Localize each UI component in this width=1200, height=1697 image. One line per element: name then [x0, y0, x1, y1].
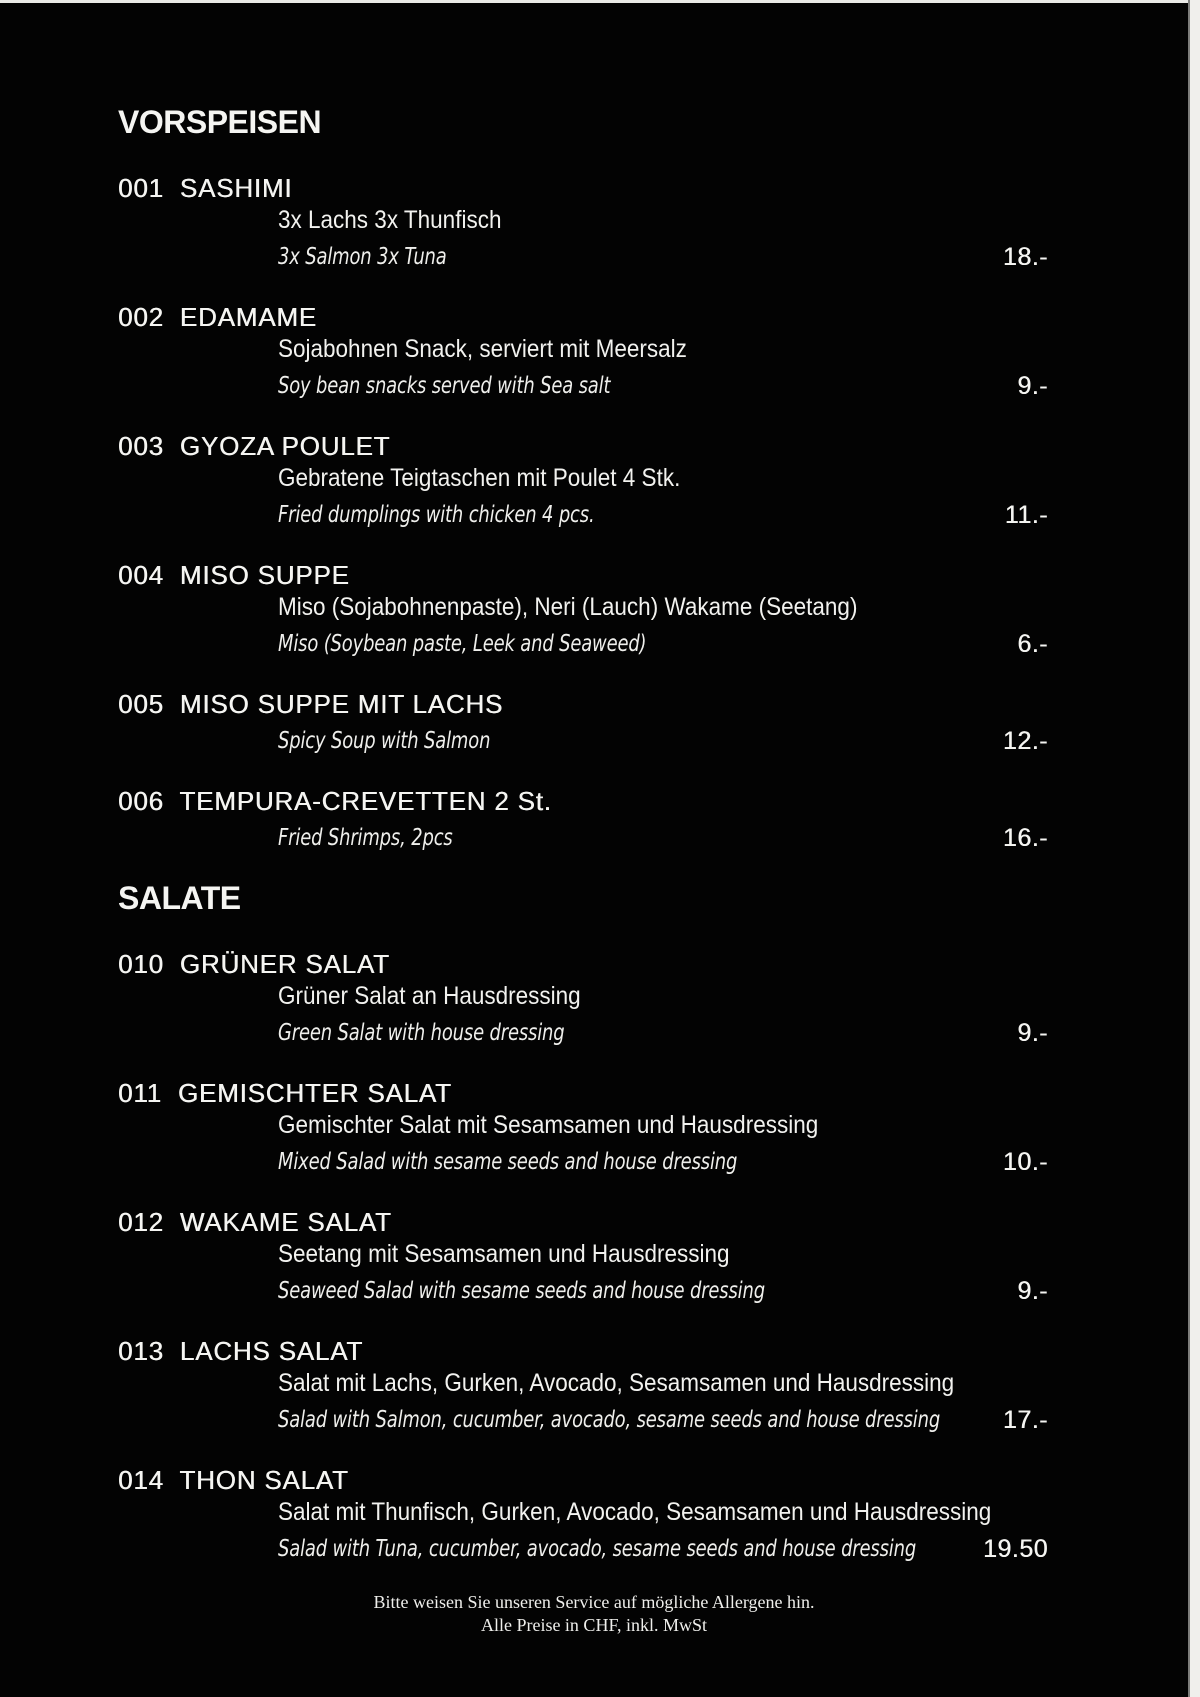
item-number: 004	[118, 560, 164, 590]
section-items	[118, 172, 1048, 857]
item-number: 014	[118, 1465, 164, 1495]
item-name: EDAMAME	[171, 302, 317, 332]
item-number: 005	[118, 689, 164, 719]
item-price: 11.-	[1004, 501, 1048, 529]
item-english-row	[278, 499, 1048, 534]
item-price: 6.-	[1017, 630, 1048, 658]
item-name: MISO SUPPE MIT LACHS	[171, 689, 504, 719]
item-english-row	[278, 241, 1048, 276]
item-header	[118, 688, 1048, 720]
item-description-english: Spicy Soup with Salmon	[278, 728, 491, 754]
item-header	[118, 948, 1048, 980]
item-number: 010	[118, 949, 164, 979]
section-title: SALATE	[118, 880, 241, 916]
item-name: SASHIMI	[171, 173, 293, 203]
item-price: 9.-	[1017, 372, 1048, 400]
item-name: GRÜNER SALAT	[171, 949, 390, 979]
item-description-german: Grüner Salat an Hausdressing	[278, 982, 581, 1010]
item-english-row	[278, 1404, 1048, 1439]
menu-item	[118, 948, 1048, 1052]
menu-item	[118, 172, 1048, 276]
item-name: TEMPURA-CREVETTEN 2 St.	[171, 786, 552, 816]
item-number: 012	[118, 1207, 164, 1237]
footer-allergen-note: Bitte weisen Sie unseren Service auf mögliche Allergene hin.	[373, 1592, 815, 1612]
item-english-row	[278, 725, 1048, 760]
item-english-row	[278, 1146, 1048, 1181]
item-price: 12.-	[1002, 727, 1048, 755]
item-english-row	[278, 1533, 1048, 1568]
item-name: WAKAME SALAT	[171, 1207, 392, 1237]
item-header	[118, 1464, 1048, 1496]
menu-content	[118, 106, 1048, 1593]
menu-item	[118, 559, 1048, 663]
item-header	[118, 1335, 1048, 1367]
item-description-german: Salat mit Thunfisch, Gurken, Avocado, Sesamsamen und Hausdressing	[278, 1498, 992, 1526]
item-name: GYOZA POULET	[171, 431, 391, 461]
item-price: 19.50	[982, 1535, 1048, 1563]
item-number: 001	[118, 173, 164, 203]
menu-section	[118, 882, 1048, 1568]
item-english-row	[278, 1017, 1048, 1052]
section-items	[118, 948, 1048, 1568]
item-description-german: Gebratene Teigtaschen mit Poulet 4 Stk.	[278, 464, 681, 492]
item-description-german: Salat mit Lachs, Gurken, Avocado, Sesamsamen und Hausdressing	[278, 1369, 955, 1397]
menu-item	[118, 688, 1048, 760]
menu-section	[118, 106, 1048, 857]
menu-item	[118, 785, 1048, 857]
menu-item	[118, 1464, 1048, 1568]
item-header	[118, 430, 1048, 462]
item-number: 006	[118, 786, 164, 816]
item-name: THON SALAT	[171, 1465, 349, 1495]
item-price: 10.-	[1002, 1148, 1048, 1176]
item-price: 18.-	[1002, 243, 1048, 271]
item-number: 011	[118, 1078, 162, 1108]
item-header	[118, 172, 1048, 204]
footer-price-note: Alle Preise in CHF, inkl. MwSt	[480, 1615, 708, 1635]
item-header	[118, 785, 1048, 817]
item-description-english: Green Salat with house dressing	[278, 1020, 565, 1046]
menu-item	[118, 301, 1048, 405]
menu-item	[118, 1335, 1048, 1439]
item-number: 002	[118, 302, 164, 332]
item-name: LACHS SALAT	[171, 1336, 363, 1366]
item-description-german: Sojabohnen Snack, serviert mit Meersalz	[278, 335, 687, 363]
item-description-english: Fried dumplings with chicken 4 pcs.	[278, 502, 595, 528]
item-name: MISO SUPPE	[171, 560, 350, 590]
item-description-english: 3x Salmon 3x Tuna	[278, 244, 447, 270]
item-description-german: Seetang mit Sesamsamen und Hausdressing	[278, 1240, 730, 1268]
item-description-english: Fried Shrimps, 2pcs	[278, 825, 453, 851]
menu-item	[118, 1206, 1048, 1310]
scan-edge-right	[1188, 0, 1200, 1697]
menu-item	[118, 430, 1048, 534]
section-title: VORSPEISEN	[118, 104, 322, 140]
item-price: 9.-	[1017, 1277, 1048, 1305]
item-number: 013	[118, 1336, 164, 1366]
item-header	[118, 559, 1048, 591]
item-english-row	[278, 628, 1048, 663]
item-description-english: Mixed Salad with sesame seeds and house dressing	[278, 1149, 738, 1175]
item-header	[118, 1077, 1048, 1109]
item-header	[118, 301, 1048, 333]
item-description-german: Miso (Sojabohnenpaste), Neri (Lauch) Wakame (Seetang)	[278, 593, 858, 621]
scan-edge-top	[0, 0, 1200, 3]
item-description-english: Seaweed Salad with sesame seeds and house dressing	[278, 1278, 765, 1304]
item-description-english: Salad with Tuna, cucumber, avocado, sesame seeds and house dressing	[278, 1536, 917, 1562]
item-price: 17.-	[1002, 1406, 1048, 1434]
item-price: 16.-	[1002, 824, 1048, 852]
item-number: 003	[118, 431, 164, 461]
item-description-german: 3x Lachs 3x Thunfisch	[278, 206, 502, 234]
item-english-row	[278, 1275, 1048, 1310]
item-english-row	[278, 822, 1048, 857]
menu-item	[118, 1077, 1048, 1181]
item-price: 9.-	[1017, 1019, 1048, 1047]
item-description-english: Soy bean snacks served with Sea salt	[278, 373, 611, 399]
item-name: GEMISCHTER SALAT	[169, 1078, 452, 1108]
item-english-row	[278, 370, 1048, 405]
menu-footer	[0, 1591, 1188, 1637]
item-description-german: Gemischter Salat mit Sesamsamen und Hausdressing	[278, 1111, 819, 1139]
item-description-english: Miso (Soybean paste, Leek and Seaweed)	[278, 631, 647, 657]
item-header	[118, 1206, 1048, 1238]
item-description-english: Salad with Salmon, cucumber, avocado, sesame seeds and house dressing	[278, 1407, 941, 1433]
